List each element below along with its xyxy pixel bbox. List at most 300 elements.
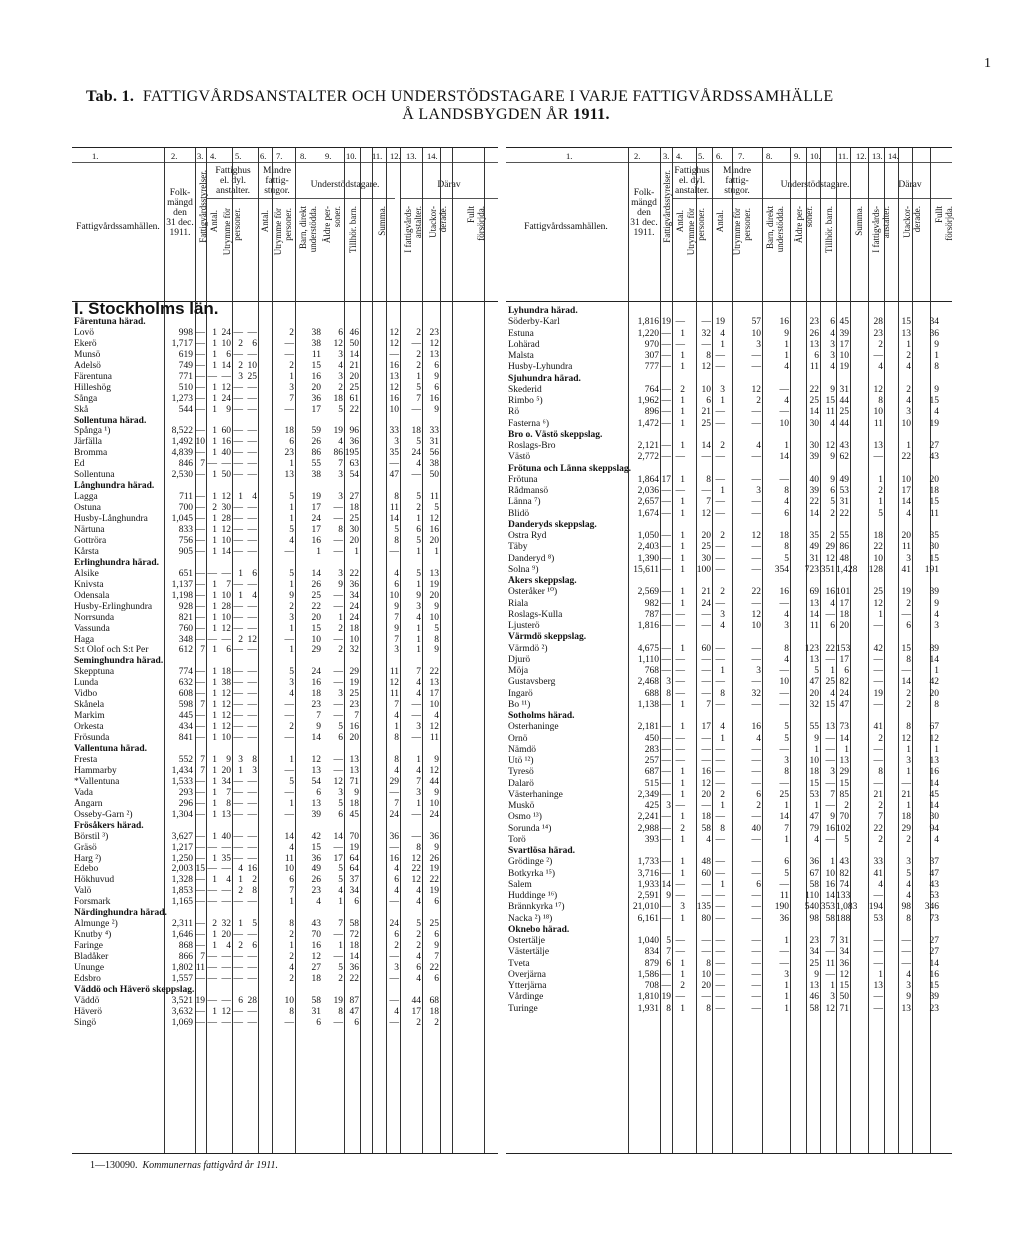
cell-value: 19 bbox=[901, 587, 911, 598]
cell-value: 5 bbox=[338, 722, 343, 733]
cell-value: 6 bbox=[238, 995, 243, 1006]
table-row bbox=[72, 328, 498, 339]
municipality-name: Sånga bbox=[74, 393, 98, 404]
cell-value: 7 bbox=[226, 787, 231, 798]
cell-value: 2 bbox=[878, 486, 883, 496]
cell-value: 7 bbox=[289, 393, 294, 404]
table-row bbox=[72, 372, 498, 383]
cell-value: 31 bbox=[839, 936, 849, 946]
cell-value: 62 bbox=[839, 452, 849, 463]
cell-value: — bbox=[661, 767, 671, 778]
cell-value: 7 bbox=[338, 919, 343, 930]
cell-value: 1,933 bbox=[637, 879, 659, 890]
cell-value: 774 bbox=[178, 667, 193, 678]
cell-value: 36 bbox=[311, 853, 321, 864]
cell-value: 3 bbox=[394, 437, 399, 448]
cell-value: 1 bbox=[906, 767, 911, 778]
column-header-boarded: Utackor- bbox=[902, 206, 912, 238]
cell-value: 2 bbox=[878, 339, 883, 350]
cell-value: 14 bbox=[661, 879, 671, 890]
cell-value: — bbox=[247, 787, 257, 798]
column-header-space: Utrymme för bbox=[273, 208, 283, 256]
cell-value: 1,717 bbox=[171, 338, 193, 349]
cell-value: 2 bbox=[338, 645, 343, 656]
cell-value: 16 bbox=[779, 317, 789, 328]
municipality-name: Söderby-Karl bbox=[508, 317, 560, 328]
cell-value: 194 bbox=[868, 902, 883, 913]
municipality-name: Valö bbox=[74, 886, 92, 897]
cell-value: — bbox=[247, 963, 257, 973]
cell-value: 9 bbox=[226, 404, 231, 415]
cell-value: 22 bbox=[349, 404, 359, 415]
column-number: 6. bbox=[260, 151, 267, 161]
cell-value: 53 bbox=[839, 486, 849, 496]
cell-value: 25 bbox=[349, 514, 359, 525]
cell-value: 1 bbox=[212, 448, 217, 459]
cell-value: — bbox=[751, 407, 761, 418]
cell-value: 1 bbox=[212, 327, 217, 338]
cell-value: 4 bbox=[394, 864, 399, 875]
cell-value: — bbox=[661, 857, 671, 868]
cell-value: 38 bbox=[311, 338, 321, 349]
cell-value: 32 bbox=[809, 699, 819, 710]
cell-value: 5 bbox=[289, 525, 294, 535]
cell-value: 2 bbox=[906, 351, 911, 361]
section-title: Vallentuna härad. bbox=[74, 744, 148, 754]
cell-value: — bbox=[901, 958, 911, 969]
cell-value: 20 bbox=[311, 382, 321, 393]
cell-value: 21 bbox=[901, 789, 911, 800]
cell-value: 14 bbox=[809, 609, 819, 620]
cell-value: 1 bbox=[212, 535, 217, 546]
cell-value: 8 bbox=[720, 823, 725, 834]
cell-value: 1 bbox=[212, 525, 217, 535]
cell-value: — bbox=[233, 963, 243, 973]
cell-value: — bbox=[675, 947, 685, 958]
cell-value: — bbox=[715, 643, 725, 654]
section-title: Frötuna och Länna skeppslag. bbox=[508, 463, 632, 474]
column-header-space: personer. bbox=[696, 208, 706, 241]
district-heading bbox=[506, 430, 952, 441]
cell-value: 4 bbox=[720, 722, 725, 733]
cell-value: 69 bbox=[809, 587, 819, 598]
cell-value: — bbox=[715, 756, 725, 766]
cell-value: 12 bbox=[247, 634, 257, 645]
cell-value: 1 bbox=[720, 733, 725, 744]
cell-value: 64 bbox=[349, 853, 359, 864]
cell-value: 50 bbox=[221, 470, 231, 481]
cell-value: 7 bbox=[706, 699, 711, 710]
cell-value: 6 bbox=[289, 875, 294, 886]
cell-value: 3,627 bbox=[171, 831, 193, 842]
cell-value: 3 bbox=[394, 645, 399, 656]
table-row bbox=[72, 350, 498, 361]
cell-value: 68 bbox=[429, 995, 439, 1006]
cell-value: 53 bbox=[929, 891, 939, 901]
district-heading bbox=[72, 744, 498, 755]
cell-value: 2,569 bbox=[637, 587, 659, 598]
cell-value: 23 bbox=[311, 700, 321, 711]
municipality-name: Ornö bbox=[508, 733, 528, 744]
cell-value: 1 bbox=[212, 754, 217, 765]
cell-value: — bbox=[715, 913, 725, 924]
cell-value: — bbox=[675, 486, 685, 496]
cell-value: — bbox=[715, 936, 725, 946]
cell-value: 3 bbox=[906, 756, 911, 766]
cell-value: 1 bbox=[212, 338, 217, 349]
cell-value: 307 bbox=[644, 351, 659, 361]
cell-value: 2 bbox=[394, 941, 399, 952]
cell-value: — bbox=[873, 699, 883, 710]
cell-value: — bbox=[195, 546, 205, 557]
cell-value: 8 bbox=[252, 754, 257, 765]
district-heading bbox=[506, 576, 952, 587]
cell-value: 8 bbox=[784, 643, 789, 654]
cell-value: — bbox=[233, 787, 243, 798]
column-header-institution: anstalter. bbox=[881, 206, 891, 239]
cell-value: 1 bbox=[878, 497, 883, 508]
cell-value: — bbox=[901, 778, 911, 789]
table-row bbox=[72, 897, 498, 908]
district-heading bbox=[72, 416, 498, 427]
cell-value: 1 bbox=[212, 809, 217, 820]
cell-value: 4 bbox=[906, 969, 911, 980]
cell-value: — bbox=[751, 598, 761, 609]
cell-value: 283 bbox=[644, 744, 659, 755]
cell-value: 2,311 bbox=[171, 919, 193, 930]
cell-value: — bbox=[779, 688, 789, 699]
table-row bbox=[72, 711, 498, 722]
cell-value: 36 bbox=[429, 831, 439, 842]
cell-value: 8 bbox=[906, 913, 911, 924]
cell-value: 1 bbox=[212, 426, 217, 437]
cell-value: 434 bbox=[178, 722, 193, 733]
cell-value: 40 bbox=[751, 823, 761, 834]
cell-value: 4 bbox=[830, 688, 835, 699]
cell-value: 1,802 bbox=[171, 963, 193, 973]
cell-value: 619 bbox=[178, 349, 193, 360]
cell-value: 1 bbox=[814, 801, 819, 811]
cell-value: — bbox=[233, 393, 243, 404]
cell-value: 450 bbox=[644, 733, 659, 744]
municipality-name: Hökhuvud bbox=[74, 875, 115, 886]
cell-value: 2,772 bbox=[637, 452, 659, 463]
cell-value: 9 bbox=[830, 474, 835, 485]
cell-value: 6 bbox=[434, 897, 439, 908]
cell-value: — bbox=[233, 722, 243, 733]
cell-value: — bbox=[701, 609, 711, 620]
cell-value: 4 bbox=[394, 886, 399, 897]
cell-value: 25 bbox=[247, 371, 257, 382]
cell-value: — bbox=[661, 744, 671, 755]
cell-value: 18 bbox=[349, 941, 359, 952]
cell-value: 4 bbox=[906, 396, 911, 406]
cell-value: — bbox=[195, 426, 205, 437]
section-title: Svartlösa härad. bbox=[508, 846, 576, 856]
cell-value: 25 bbox=[349, 382, 359, 393]
cell-value: — bbox=[333, 546, 343, 557]
cell-value: 25 bbox=[701, 542, 711, 553]
cell-value: — bbox=[195, 941, 205, 952]
cell-value: 3,521 bbox=[171, 995, 193, 1006]
cell-value: 5 bbox=[416, 382, 421, 393]
municipality-name: Möja bbox=[508, 666, 529, 676]
cell-value: 970 bbox=[644, 339, 659, 350]
left-table bbox=[72, 147, 498, 1154]
municipality-name: Bladåker bbox=[74, 952, 109, 963]
cell-value: 3 bbox=[338, 689, 343, 700]
cell-value: 5 bbox=[784, 733, 789, 744]
cell-value: 2 bbox=[289, 952, 294, 963]
cell-value: 71 bbox=[839, 1003, 849, 1014]
cell-value: 2,349 bbox=[637, 789, 659, 800]
cell-value: — bbox=[661, 598, 671, 609]
cell-value: — bbox=[715, 891, 725, 901]
column-number: 1. bbox=[92, 151, 99, 161]
cell-value: — bbox=[389, 459, 399, 470]
cell-value: 9 bbox=[226, 754, 231, 765]
cell-value: 19 bbox=[839, 362, 849, 373]
cell-value: 1,816 bbox=[637, 621, 659, 631]
cell-value: 1 bbox=[289, 503, 294, 514]
cell-value: 45 bbox=[839, 317, 849, 328]
cell-value: 36 bbox=[349, 437, 359, 448]
cell-value: — bbox=[661, 733, 671, 744]
cell-value: 5 bbox=[338, 875, 343, 886]
cell-value: 10 bbox=[221, 338, 231, 349]
column-header-belonging: Tillhör. barn. bbox=[824, 206, 834, 253]
cell-value: 18 bbox=[311, 689, 321, 700]
cell-value: 29 bbox=[311, 645, 321, 656]
municipality-name: Alsike bbox=[74, 568, 99, 579]
cell-value: 11 bbox=[389, 503, 399, 514]
column-header-children: understödda. bbox=[775, 206, 785, 253]
section-title: Frösåkers härad. bbox=[74, 820, 144, 831]
cell-value: — bbox=[284, 809, 294, 820]
cell-value: 4 bbox=[238, 864, 243, 875]
table-row bbox=[72, 492, 498, 503]
cell-value: 2 bbox=[289, 601, 294, 612]
cell-value: 1 bbox=[212, 437, 217, 448]
cell-value: — bbox=[411, 711, 421, 722]
table-row bbox=[506, 329, 952, 340]
cell-value: — bbox=[751, 857, 761, 868]
cell-value: 7 bbox=[394, 700, 399, 711]
table-row bbox=[506, 610, 952, 621]
municipality-name: Gustavsberg bbox=[508, 677, 556, 688]
column-header-total: Summa. bbox=[854, 206, 864, 236]
table-row bbox=[506, 959, 952, 970]
municipality-name: Tveta bbox=[508, 958, 530, 969]
cell-value: 24 bbox=[701, 598, 711, 609]
cell-value: — bbox=[715, 902, 725, 913]
cell-value: — bbox=[715, 564, 725, 575]
cell-value: 12 bbox=[411, 853, 421, 864]
cell-value: 1 bbox=[680, 868, 685, 879]
municipality-name: Dalarö bbox=[508, 778, 534, 789]
cell-value: 21 bbox=[873, 789, 883, 800]
cell-value: 25 bbox=[701, 418, 711, 429]
cell-value: 1 bbox=[212, 470, 217, 481]
cell-value: 3 bbox=[906, 553, 911, 564]
cell-value: 6 bbox=[226, 645, 231, 656]
cell-value: 14 bbox=[349, 349, 359, 360]
cell-value: 5 bbox=[416, 919, 421, 930]
table-row bbox=[72, 875, 498, 886]
cell-value: 1 bbox=[212, 1006, 217, 1017]
cell-value: 30 bbox=[929, 812, 939, 823]
table-row bbox=[506, 621, 952, 632]
cell-value: 14 bbox=[929, 801, 939, 811]
table-row bbox=[506, 880, 952, 891]
cell-value: — bbox=[247, 623, 257, 634]
municipality-name: Norrsunda bbox=[74, 612, 115, 623]
cell-value: 1,962 bbox=[637, 396, 659, 406]
cell-value: 12 bbox=[825, 1003, 835, 1014]
cell-value: — bbox=[233, 459, 243, 470]
cell-value: 18 bbox=[839, 609, 849, 620]
cell-value: — bbox=[221, 1017, 231, 1028]
cell-value: 10 bbox=[284, 864, 294, 875]
cell-value: — bbox=[233, 897, 243, 908]
cell-value: 47 bbox=[349, 1006, 359, 1017]
cell-value: 1 bbox=[830, 666, 835, 676]
cell-value: 15 bbox=[929, 396, 939, 406]
cell-value: — bbox=[247, 601, 257, 612]
cell-value: 5 bbox=[434, 503, 439, 514]
cell-value: 1,931 bbox=[637, 1003, 659, 1014]
cell-value: — bbox=[233, 623, 243, 634]
cell-value: 67 bbox=[809, 868, 819, 879]
cell-value: 16 bbox=[311, 941, 321, 952]
cell-value: 190 bbox=[774, 902, 789, 913]
cell-value: — bbox=[715, 969, 725, 980]
cell-value: 14 bbox=[901, 497, 911, 508]
cell-value: 12 bbox=[701, 362, 711, 373]
cell-value: 4 bbox=[434, 711, 439, 722]
cell-value: 1 bbox=[814, 744, 819, 755]
cell-value: 632 bbox=[178, 678, 193, 689]
cell-value: 11 bbox=[929, 508, 939, 519]
table-row bbox=[72, 591, 498, 602]
municipality-name: Väddö bbox=[74, 995, 100, 1006]
cell-value: 4 bbox=[830, 598, 835, 609]
cell-value: — bbox=[247, 503, 257, 514]
cell-value: 28 bbox=[873, 317, 883, 328]
cell-value: 19 bbox=[195, 995, 205, 1006]
municipality-name: Bromma bbox=[74, 448, 108, 459]
cell-value: 14 bbox=[311, 733, 321, 744]
cell-value: 3 bbox=[289, 678, 294, 689]
cell-value: 4,839 bbox=[171, 448, 193, 459]
cell-value: 1 bbox=[680, 722, 685, 733]
district-heading bbox=[506, 306, 952, 317]
municipality-name: Knutby ⁴) bbox=[74, 930, 112, 941]
cell-value: — bbox=[233, 349, 243, 360]
table-row bbox=[506, 756, 952, 767]
cell-value: — bbox=[715, 677, 725, 688]
municipality-name: Tyresö bbox=[508, 767, 534, 778]
cell-value: — bbox=[195, 338, 205, 349]
table-row bbox=[72, 755, 498, 766]
table-row bbox=[72, 580, 498, 591]
municipality-name: Faringe bbox=[74, 941, 104, 952]
cell-value: 18 bbox=[429, 1006, 439, 1017]
cell-value: 1 bbox=[720, 339, 725, 350]
cell-value: 26 bbox=[311, 579, 321, 590]
cell-value: 19 bbox=[929, 418, 939, 429]
cell-value: — bbox=[233, 667, 243, 678]
cell-value: 25 bbox=[429, 919, 439, 930]
municipality-name: Markim bbox=[74, 711, 105, 722]
table-row bbox=[506, 599, 952, 610]
cell-value: 5 bbox=[338, 404, 343, 415]
cell-value: 73 bbox=[839, 722, 849, 733]
cell-value: 7 bbox=[666, 947, 671, 958]
cell-value: 1 bbox=[680, 587, 685, 598]
cell-value: — bbox=[233, 678, 243, 689]
cell-value: 1 bbox=[680, 508, 685, 519]
cell-value: — bbox=[751, 744, 761, 755]
table-row bbox=[506, 869, 952, 880]
cell-value: 2 bbox=[338, 973, 343, 984]
municipality-name: Östuna bbox=[74, 503, 101, 514]
district-heading bbox=[506, 632, 952, 643]
cell-value: — bbox=[779, 407, 789, 418]
table-row bbox=[506, 351, 952, 362]
cell-value: — bbox=[195, 787, 205, 798]
cell-value: 1,533 bbox=[171, 776, 193, 787]
cell-value: — bbox=[389, 995, 399, 1006]
cell-value: 723 bbox=[804, 564, 819, 575]
cell-value: — bbox=[751, 981, 761, 991]
cell-value: 4 bbox=[416, 765, 421, 776]
cell-value: 1 bbox=[212, 733, 217, 744]
cell-value: 23 bbox=[929, 1003, 939, 1014]
cell-value: — bbox=[195, 776, 205, 787]
cell-value: 1 bbox=[338, 941, 343, 952]
cell-value: 22 bbox=[839, 508, 849, 519]
cell-value: 37 bbox=[349, 875, 359, 886]
cell-value: 50 bbox=[349, 338, 359, 349]
cell-value: 1 bbox=[212, 382, 217, 393]
column-header-fully: Fullt bbox=[934, 206, 944, 224]
cell-value: 12 bbox=[221, 1006, 231, 1017]
cell-value: — bbox=[873, 452, 883, 463]
cell-value: 18 bbox=[411, 426, 421, 437]
column-header-fully: försörjda. bbox=[476, 206, 486, 241]
cell-value: 12 bbox=[333, 338, 343, 349]
cell-value: — bbox=[661, 351, 671, 361]
cell-value: 1 bbox=[680, 1003, 685, 1014]
cell-value: 9 bbox=[434, 941, 439, 952]
cell-value: 4 bbox=[756, 441, 761, 451]
column-header-children: understödda. bbox=[308, 206, 318, 253]
title-line-2: Å LANDSBYGDEN ÅR bbox=[402, 106, 569, 123]
cell-value: 3 bbox=[289, 382, 294, 393]
cell-value: 5 bbox=[814, 666, 819, 676]
cell-value: 2 bbox=[212, 919, 217, 930]
column-header-boarded: derade. bbox=[912, 206, 922, 233]
cell-value: 7 bbox=[200, 754, 205, 765]
cell-value: 4 bbox=[906, 362, 911, 373]
cell-value: 4 bbox=[416, 689, 421, 700]
cell-value: 4 bbox=[316, 897, 321, 908]
cell-value: — bbox=[247, 1017, 257, 1028]
cell-value: 58 bbox=[311, 995, 321, 1006]
cell-value: 42 bbox=[929, 677, 939, 688]
section-title: Närdinghundra härad. bbox=[74, 908, 167, 919]
